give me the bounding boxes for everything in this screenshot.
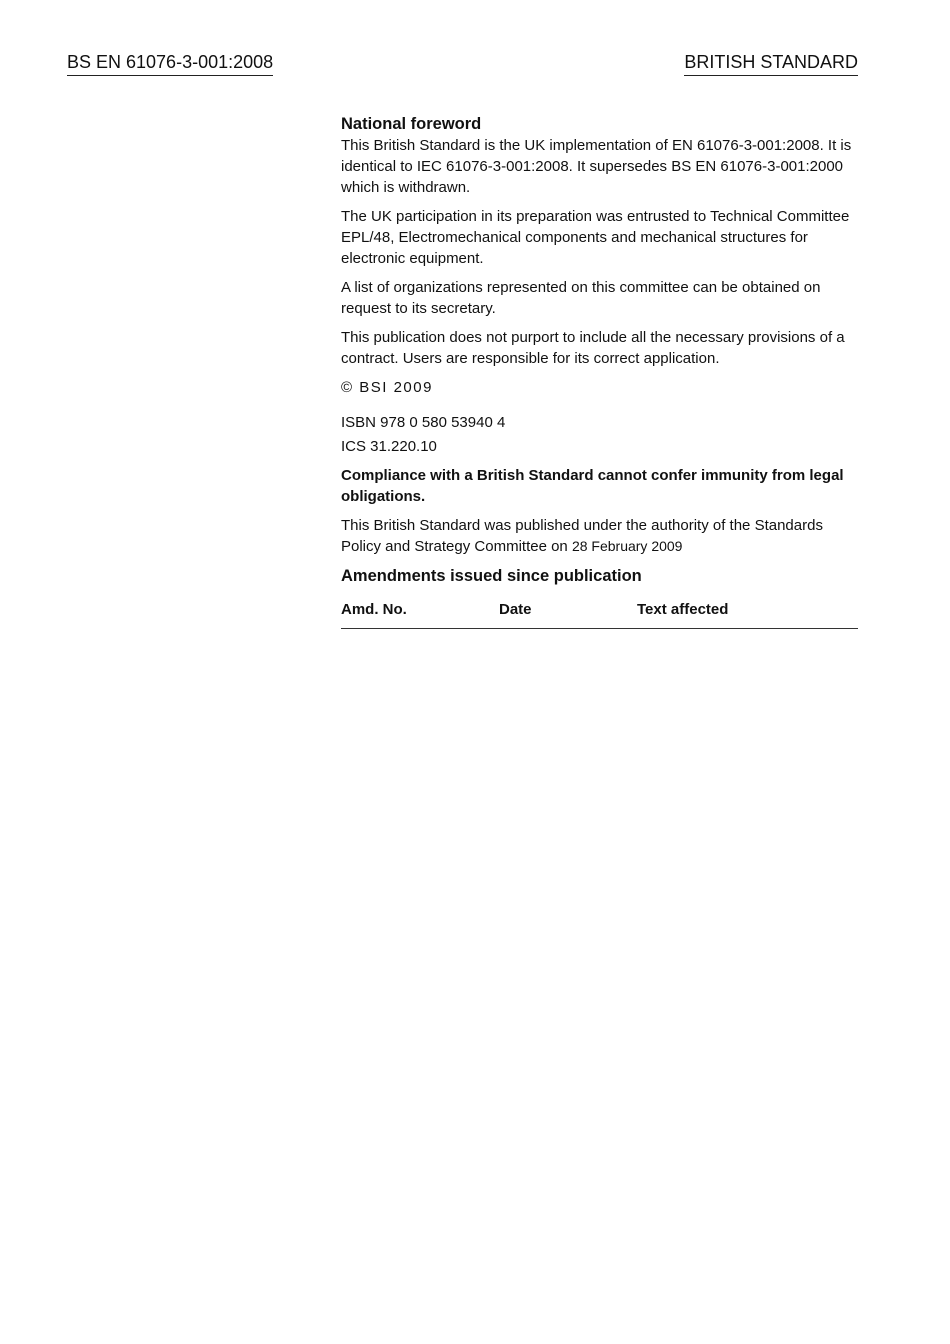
foreword-paragraph-2: The UK participation in its preparation was entrusted to Technical Committee EPL/48, Electromechanical components and mechanical structures for electronic equipment. (341, 208, 850, 267)
document-number: BS EN 61076-3-001:2008 (67, 51, 273, 76)
column-date: Date (499, 601, 532, 618)
publication-date: 28 February 2009 (571, 538, 683, 554)
foreword-paragraph-4: This publication does not purport to include all the necessary provisions of a contract. Users are responsible for its correct application. (341, 329, 845, 367)
ics-code: ICS 31.220.10 (341, 438, 437, 455)
compliance-statement: Compliance with a British Standard cannot confer immunity from legal obligations. (341, 467, 844, 505)
foreword-paragraph-1: This British Standard is the UK implementation of EN 61076-3-001:2008. It is identical to IEC 61076-3-001:2008. It supersedes BS EN 61076-3-001:2000 which is withdrawn. (341, 137, 852, 196)
publication-text: This British Standard was published under the authority of the Standards Policy and Strategy Committee on (341, 517, 823, 555)
foreword-title: National foreword (341, 115, 482, 133)
foreword-paragraph-3: A list of organizations represented on this committee can be obtained on request to its secretary. (341, 279, 821, 317)
series-label: BRITISH STANDARD (684, 51, 858, 76)
amendments-table-header (341, 599, 858, 629)
amendments-title: Amendments issued since publication (341, 567, 642, 585)
publication-statement (341, 515, 858, 557)
column-amd-no: Amd. No. (341, 601, 407, 618)
column-text-affected: Text affected (637, 601, 729, 618)
isbn: ISBN 978 0 580 53940 4 (341, 414, 506, 431)
copyright-notice: © BSI 2009 (341, 379, 433, 396)
national-foreword (341, 113, 858, 629)
